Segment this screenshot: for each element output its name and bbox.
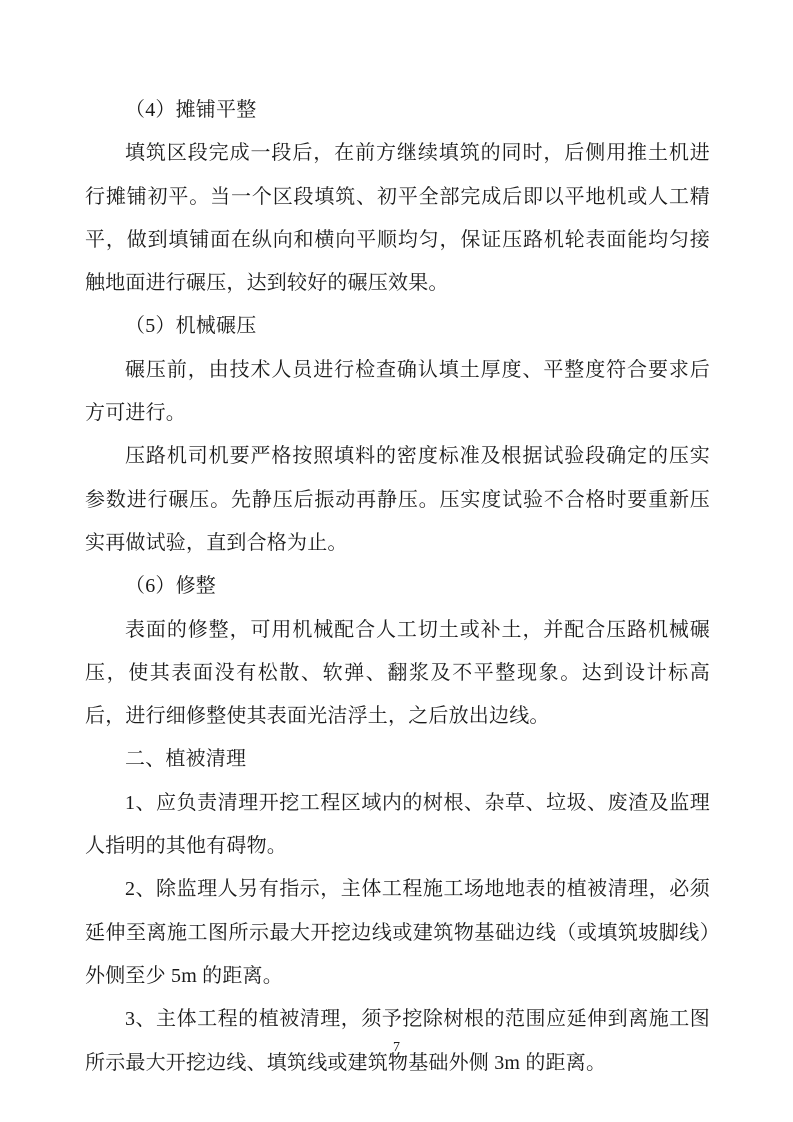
paragraph-clearing-item-3: 3、主体工程的植被清理，须予挖除树根的范围应延伸到离施工图所示最大开挖边线、填筑线或建筑物基础外侧 3m 的距离。	[85, 1008, 710, 1074]
paragraph-surface-trimming-detail: 表面的修整，可用机械配合人工切土或补土，并配合压路机械碾压，使其表面没有松散、软弹、翻浆及不平整现象。达到设计标高后，进行细修整使其表面光洁浮土，之后放出边线。	[85, 618, 710, 728]
document-body	[85, 89, 710, 1085]
paragraph-clearing-item-2: 2、除监理人另有指示，主体工程施工场地地表的植被清理，必须延伸至离施工图所示最大开挖边线或建筑物基础边线（或填筑坡脚线）外侧至少 5m 的距离。	[85, 878, 710, 987]
section-heading-5-mechanical-rolling: （5）机械碾压	[125, 315, 257, 338]
paragraph-pre-rolling-inspection: 碾压前，由技术人员进行检查确认填土厚度、平整度符合要求后方可进行。	[85, 358, 710, 425]
paragraph-spreading-leveling-detail: 填筑区段完成一段后，在前方继续填筑的同时，后侧用推土机进行摊铺初平。当一个区段填筑、初平全部完成后即以平地机或人工精平，做到填铺面在纵向和横向平顺均匀，保证压路机轮表面能均匀接触地面进行碾压，达到较好的碾压效果。	[85, 142, 710, 295]
paragraph-roller-operator-requirements: 压路机司机要严格按照填料的密度标准及根据试验段确定的压实参数进行碾压。先静压后振动再静压。压实度试验不合格时要重新压实再做试验，直到合格为止。	[85, 445, 710, 554]
page-footer	[0, 1038, 793, 1058]
section-heading-vegetation-clearing: 二、植被清理	[125, 748, 247, 771]
section-heading-6-trimming: （6）修整	[125, 575, 216, 598]
paragraph-clearing-item-1: 1、应负责清理开挖工程区域内的树根、杂草、垃圾、废渣及监理人指明的其他有碍物。	[85, 791, 710, 858]
section-heading-4-spreading-leveling: （4）摊铺平整	[125, 99, 257, 121]
page-number: 7	[393, 1040, 400, 1055]
